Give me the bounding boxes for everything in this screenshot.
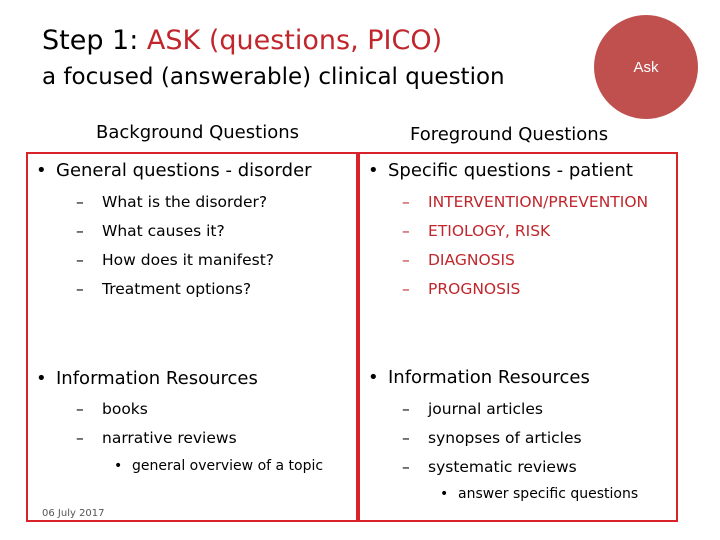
right-resource-item: – synopses of articles: [402, 429, 582, 447]
right-main-text: Specific questions - patient: [388, 160, 633, 181]
background-heading: Background Questions: [96, 122, 299, 143]
left-resource-item: – narrative reviews: [76, 429, 237, 447]
right-resource-item: – journal articles: [402, 400, 543, 418]
ask-circle: [594, 15, 698, 119]
title-accent: ASK (questions, PICO): [146, 25, 443, 56]
left-main-text: General questions - disorder: [56, 160, 312, 181]
right-resource-item: – systematic reviews: [402, 458, 577, 476]
ask-label: Ask: [633, 58, 659, 76]
right-resources-bullet: • Information Resources: [368, 367, 590, 388]
left-resource-item: – books: [76, 400, 148, 418]
left-sub-item: – What is the disorder?: [76, 193, 268, 211]
foreground-heading: Foreground Questions: [410, 124, 609, 145]
left-sub-item: – What causes it?: [76, 222, 225, 240]
right-sub-item: – ETIOLOGY, RISK: [402, 222, 551, 240]
title-prefix: Step 1:: [42, 25, 147, 56]
right-main-bullet: • Specific questions - patient: [368, 160, 633, 181]
right-sub-item: – INTERVENTION/PREVENTION: [402, 193, 649, 211]
right-sub-item: – DIAGNOSIS: [402, 251, 515, 269]
right-note: • answer specific questions: [440, 486, 639, 502]
left-note: • general overview of a topic: [114, 458, 324, 474]
right-sub-item: – PROGNOSIS: [402, 280, 521, 298]
slide-date: 06 July 2017: [42, 508, 105, 519]
left-resources-bullet: • Information Resources: [36, 368, 258, 389]
right-resources-text: Information Resources: [388, 367, 590, 388]
left-sub-item: – Treatment options?: [76, 280, 252, 298]
left-main-bullet: • General questions - disorder: [36, 160, 312, 181]
left-sub-item: – How does it manifest?: [76, 251, 275, 269]
slide-title: [42, 24, 442, 58]
slide-subtitle: a focused (answerable) clinical question: [42, 64, 505, 90]
left-resources-text: Information Resources: [56, 368, 258, 389]
